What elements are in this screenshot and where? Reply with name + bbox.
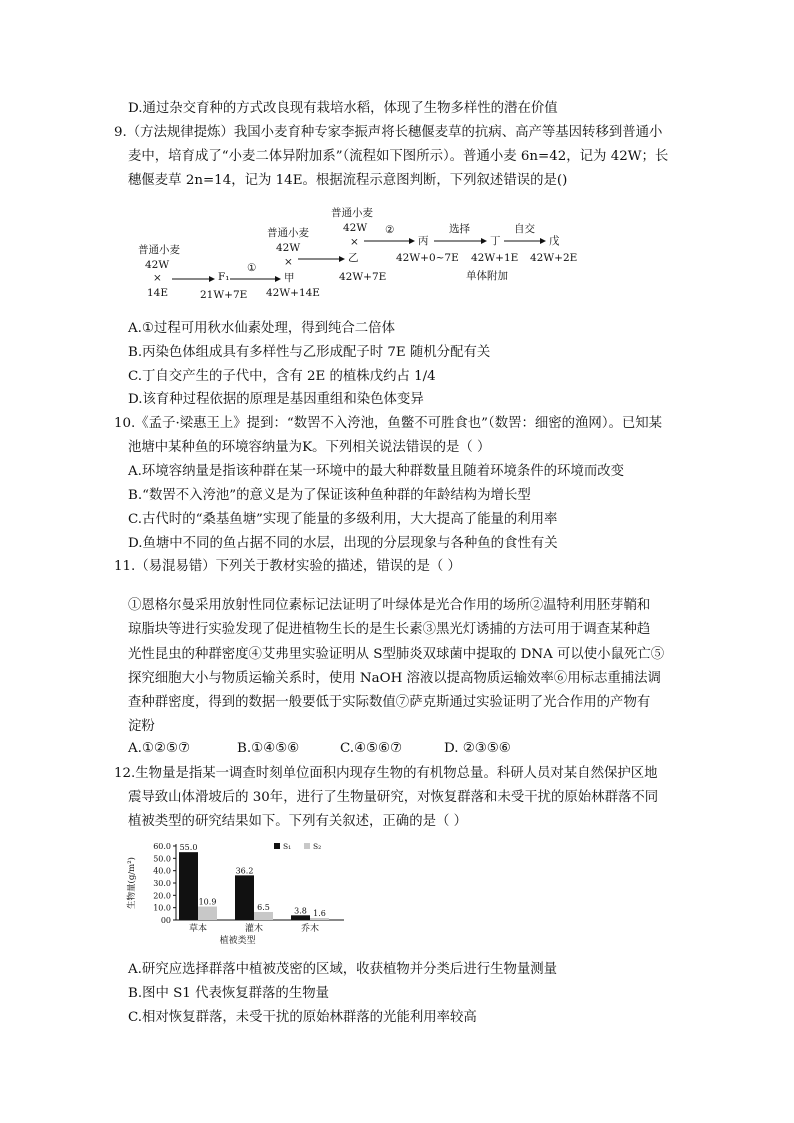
q12-stem-line-2: 震导致山体滑坡后的 30年，进行了生物量研究，对恢复群落和未受干扰的原始林群落不同 [128,790,659,805]
q11-body-line-5: 查种群密度，得到的数据一般要低于实际数值⑦萨克斯通过实验证明了光合作用的产物有 [128,695,651,710]
ding-genotype: 42W+1E [471,252,519,264]
q10-option-c: C.古代时的“桑基鱼塘”实现了能量的多级利用，大大提高了能量的利用率 [128,512,558,527]
q9-stem-line-3: 穗偃麦草 2n=14，记为 14E。根据流程示意图判断，下列叙述错误的是() [128,173,568,188]
step1-label: ① [247,262,257,274]
legend-swatch-S₂ [304,843,310,849]
q11-option-c: C.④⑤⑥⑦ [340,741,403,756]
parent2-genotype: 42W [276,242,301,254]
q9-option-d: D.该育种过程依据的原理是基因重组和染色体变异 [128,392,424,407]
parent3-name: 普通小麦 [331,207,373,219]
q9-stem-line-2: 麦中，培育成了“小麦二体异附加系”（流程如下图所示）。普通小麦 6n=42，记为 42W；长 [128,149,669,164]
f1-genotype: 21W+7E [200,289,248,301]
q9-option-b: B.丙染色体组成具有多样性与乙形成配子时 7E 随机分配有关 [128,345,491,360]
bing-genotype: 42W+0~7E [396,252,459,264]
q11-option-b: B.①④⑤⑥ [237,741,300,756]
q11-body-line-6: 淀粉 [128,719,155,734]
bar-S₂-灌木 [254,912,273,920]
bar-S₁-草本 [179,852,198,920]
bar-value-label: 10.9 [198,897,217,907]
legend-swatch-S₁ [274,843,280,849]
ding-label: 丁 [490,235,501,247]
q10-option-b: B.“数罟不入洿池”的意义是为了保证该种鱼种群的年龄结构为增长型 [128,488,531,503]
q9-stem-line-1: 9.（方法规律提炼）我国小麦育种专家李振声将长穗偃麦草的抗病、高产等基因转移到普通小 [114,125,663,140]
q11-body-line-4: 探究细胞大小与物质运输关系时，使用 NaOH 溶液以提高物质运输效率⑥用标志重捕法调 [128,671,661,686]
bar-S₁-乔木 [291,915,310,920]
parent1-cross: × [153,272,162,284]
q11-body-line-3: 光性昆虫的种群密度④艾弗里实验证明从 S型肺炎双球菌中提取的 DNA 可以使小鼠死亡⑤ [128,647,665,662]
y-tick-label: 00 [160,916,171,925]
yi-genotype: 42W+7E [339,271,387,283]
parent2-name: 普通小麦 [267,227,309,239]
yi-label: 乙 [348,252,359,264]
bar-S₂-草本 [198,907,217,920]
x-tick-label: 乔木 [300,924,320,934]
bar-value-label: 3.8 [294,906,307,916]
q10-stem-line-2: 池塘中某种鱼的环境容纳量为K。下列相关说法错误的是（ ） [128,440,491,455]
mono-addition-label: 单体附加 [466,270,508,282]
y-tick-label: 50.0 [153,854,171,864]
q9-option-a: A.①过程可用秋水仙素处理，得到纯合二倍体 [128,321,395,336]
parent1-genotype: 42W [145,259,170,271]
q12-option-c: C.相对恢复群落，未受干扰的原始林群落的光能利用率较高 [128,1010,477,1025]
y-tick-label: 60.0 [153,842,171,851]
q10-option-a: A.环境容纳量是指该种群在某一环境中的最大种群数量且随着环境条件的环境而改变 [128,464,624,479]
y-tick-label: 40.0 [153,866,171,876]
legend-label: S₂ [313,842,322,851]
f1-label: F₁ [218,271,230,283]
q8-option-d: D.通过杂交育种的方式改良现有栽培水稻，体现了生物多样性的潜在价值 [128,101,558,116]
q12-option-b: B.图中 S1 代表恢复群落的生物量 [128,986,329,1001]
q12-option-a: A.研究应选择群落中植被茂密的区域，收获植物并分类后进行生物量测量 [128,962,558,977]
parent1-name: 普通小麦 [138,244,180,256]
parent1-e: 14E [147,287,169,299]
q11-body-line-2: 琼脂块等进行实验发现了促进植物生长的是生长素③黑光灯诱捕的方法可用于调查某种趋 [128,622,651,637]
q11-body-line-1: ①恩格尔曼采用放射性同位素标记法证明了叶绿体是光合作用的场所②温特利用胚芽鞘和 [128,598,651,613]
q11-option-d: D. ②③⑤⑥ [444,741,511,756]
q12-stem-line-1: 12.生物量是指某一调查时刻单位面积内现存生物的有机物总量。科研人员对某自然保护区地 [114,766,658,781]
bar-value-label: 36.2 [235,866,254,876]
q9-option-c: C.丁自交产生的子代中，含有 2E 的植株戊约占 1/4 [128,369,436,384]
bing-label: 丙 [418,235,429,247]
y-tick-label: 10.0 [153,903,171,913]
jia-genotype: 42W+14E [266,287,320,299]
parent3-cross: × [350,236,359,248]
x-tick-label: 草本 [188,924,208,934]
bar-value-label: 55.0 [179,843,198,853]
q10-option-d: D.鱼塘中不同的鱼占据不同的水层，出现的分层现象与各种鱼的食性有关 [128,536,558,551]
q11-option-a: A.①②⑤⑦ [128,741,190,756]
jia-label: 甲 [284,272,295,284]
legend-label: S₁ [283,842,292,851]
q11-stem: 11.（易混易错）下列关于教材实验的描述，错误的是（ ） [114,559,461,574]
select-label: 选择 [449,223,470,235]
q10-stem-line-1: 10.《孟子·梁惠王上》提到：“数罟不入洿池，鱼鳖不可胜食也”（数罟：细密的渔网）。已知某 [114,416,663,431]
y-axis-label: 生物量(g/m²) [127,857,137,909]
biomass-bar-chart [126,836,346,954]
bar-S₂-乔木 [310,918,329,920]
bar-S₁-灌木 [235,875,254,920]
y-tick-label: 30.0 [153,879,171,888]
y-tick-label: 20.0 [153,891,171,901]
bar-value-label: 6.5 [257,902,270,912]
q12-stem-line-3: 植被类型的研究结果如下。下列有关叙述，正确的是（ ） [128,814,468,829]
parent3-genotype: 42W [343,222,368,234]
x-tick-label: 灌木 [244,924,264,934]
bar-value-label: 1.6 [313,909,326,919]
step2-label: ② [385,224,395,236]
wu-genotype: 42W+2E [530,252,578,264]
self-cross-label: 自交 [514,223,535,235]
parent2-cross: × [284,256,293,268]
x-axis-label: 植被类型 [219,936,256,946]
wu-label: 戊 [549,235,560,247]
